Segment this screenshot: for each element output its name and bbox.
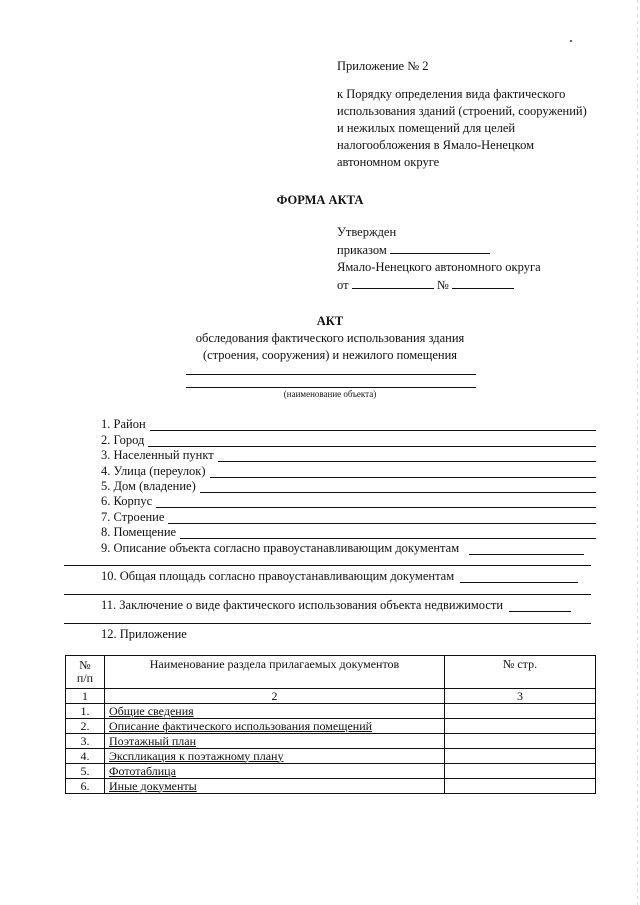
attachment-heading-row xyxy=(101,627,596,641)
number-blank xyxy=(452,276,514,289)
table-row xyxy=(66,704,596,719)
object-name-caption: (наименование объекта) xyxy=(283,389,377,399)
appendix-block xyxy=(337,58,607,171)
area-label: 10. Общая площадь согласно правоустанавливающим документам xyxy=(101,569,455,583)
table-row xyxy=(66,764,596,779)
conclusion-label: 11. Заключение о виде фактического использования объекта недвижимости xyxy=(101,598,504,612)
row-number: 4. xyxy=(66,749,105,764)
field-label: 5. Дом (владение) xyxy=(101,478,196,493)
header-page: № стр. xyxy=(445,656,596,689)
field-row xyxy=(101,478,596,493)
appendix-line: использования зданий (строений, сооружений) xyxy=(337,104,587,118)
field-row xyxy=(101,539,596,554)
fill-line xyxy=(180,527,596,539)
date-blank xyxy=(352,276,434,289)
conclusion-row xyxy=(101,598,596,612)
field-label: 8. Помещение xyxy=(101,525,177,540)
form-title: ФОРМА АКТА xyxy=(276,193,364,207)
row-number: 6. xyxy=(66,779,105,794)
row-number: 2. xyxy=(66,719,105,734)
object-name-line xyxy=(186,387,476,388)
scan-speck xyxy=(570,40,572,42)
date-label: от xyxy=(337,278,349,292)
attachment-heading: 12. Приложение xyxy=(101,627,187,641)
field-row xyxy=(101,508,596,523)
appendix-line: и нежилых помещений для целей xyxy=(337,121,516,135)
field-label: 7. Строение xyxy=(101,509,165,524)
field-label: 2. Город xyxy=(101,432,145,447)
table-column-numbers-row xyxy=(66,689,596,704)
field-label: 1. Район xyxy=(101,417,146,432)
row-page xyxy=(445,749,596,764)
act-subtitle-line: обследования фактического использования здания xyxy=(195,331,465,345)
fill-line xyxy=(218,450,596,462)
header-section-name: Наименование раздела прилагаемых документов xyxy=(105,656,445,689)
header-number-line: № xyxy=(79,658,91,672)
field-row xyxy=(101,462,596,477)
approved-label: Утвержден xyxy=(337,225,397,239)
row-name: Описание фактического использования помещений xyxy=(105,719,445,734)
row-number: 3. xyxy=(66,734,105,749)
address-fields xyxy=(101,416,596,555)
header-number xyxy=(66,656,105,689)
column-number: 3 xyxy=(445,689,596,704)
row-page xyxy=(445,764,596,779)
row-name: Поэтажный план xyxy=(105,734,445,749)
fill-line xyxy=(156,496,596,508)
field-label: 9. Описание объекта согласно правоустанавливающим документам xyxy=(101,540,460,555)
fill-line-full xyxy=(64,565,591,566)
table-row xyxy=(66,734,596,749)
fill-line xyxy=(210,466,596,478)
row-number: 5. xyxy=(66,764,105,779)
attachments-table xyxy=(65,655,596,794)
fill-line xyxy=(168,512,596,524)
fill-line-full xyxy=(64,623,591,624)
approval-block xyxy=(337,224,597,294)
fill-line xyxy=(469,543,584,555)
row-name: Экспликация к поэтажному плану xyxy=(105,749,445,764)
table-row xyxy=(66,749,596,764)
fill-line xyxy=(460,571,578,583)
fill-line-full xyxy=(64,594,591,595)
row-page xyxy=(445,719,596,734)
appendix-number: Приложение № 2 xyxy=(337,59,429,73)
order-blank xyxy=(390,241,490,254)
region-label: Ямало-Ненецкого автономного округа xyxy=(337,260,541,274)
appendix-line: автономном округе xyxy=(337,155,440,169)
act-subtitle-line: (строения, сооружения) и нежилого помещения xyxy=(202,348,458,362)
field-label: 6. Корпус xyxy=(101,494,153,509)
column-number: 2 xyxy=(105,689,445,704)
field-row xyxy=(101,447,596,462)
appendix-line: к Порядку определения вида фактического xyxy=(337,87,566,101)
page-edge xyxy=(637,0,638,905)
field-row xyxy=(101,431,596,446)
field-row xyxy=(101,493,596,508)
table-row xyxy=(66,719,596,734)
row-name: Иные документы xyxy=(105,779,445,794)
row-page xyxy=(445,734,596,749)
table-row xyxy=(66,779,596,794)
row-name: Общие сведения xyxy=(105,704,445,719)
row-number: 1. xyxy=(66,704,105,719)
order-label: приказом xyxy=(337,243,387,257)
row-page xyxy=(445,779,596,794)
table-header-row xyxy=(66,656,596,689)
fill-line xyxy=(509,600,571,612)
field-row xyxy=(101,416,596,431)
header-number-line: п/п xyxy=(76,671,94,685)
column-number: 1 xyxy=(66,689,105,704)
number-label: № xyxy=(436,278,449,292)
field-label: 4. Улица (переулок) xyxy=(101,463,206,478)
appendix-line: налогообложения в Ямало-Ненецком xyxy=(337,138,535,152)
area-row xyxy=(101,569,596,583)
field-label: 3. Населенный пункт xyxy=(101,448,214,463)
act-title: АКТ xyxy=(316,314,344,328)
row-name: Фототаблица xyxy=(105,764,445,779)
field-row xyxy=(101,524,596,539)
fill-line xyxy=(150,419,596,431)
object-name-line xyxy=(186,374,476,375)
fill-line xyxy=(200,481,596,493)
fill-line xyxy=(148,435,596,447)
row-page xyxy=(445,704,596,719)
act-title-block xyxy=(0,313,640,364)
